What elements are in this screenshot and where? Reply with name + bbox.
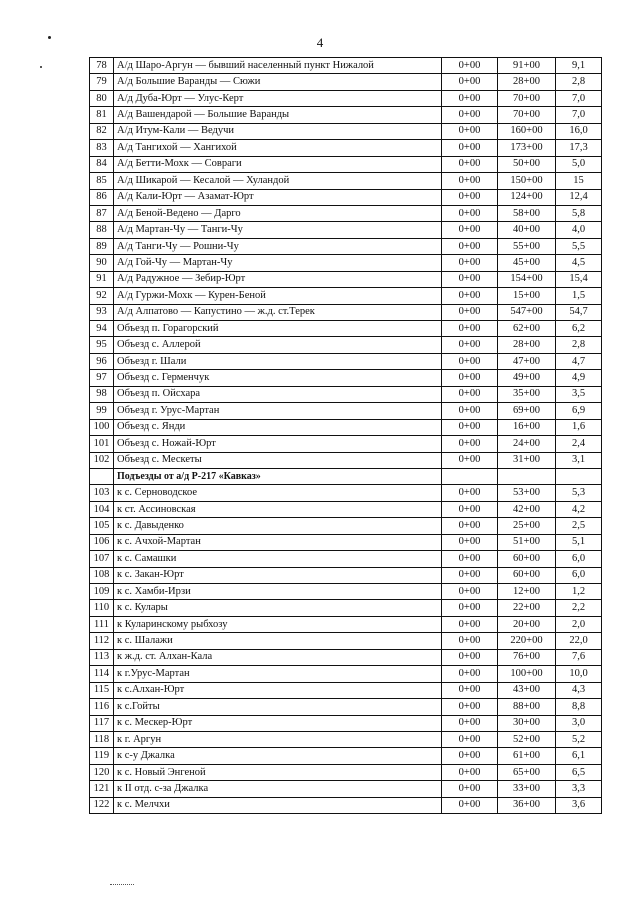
end-km: 31+00 [498,452,556,468]
roads-table-body [90,58,602,814]
table-row [90,107,602,123]
start-km: 0+00 [442,304,498,320]
start-km: 0+00 [442,436,498,452]
road-name: к ст. Ассиновская [114,501,442,517]
end-km: 28+00 [498,74,556,90]
end-km: 58+00 [498,205,556,221]
end-km: 47+00 [498,353,556,369]
road-name: Объезд с. Аллерой [114,337,442,353]
road-name: к с. Давыденко [114,518,442,534]
table-row [90,419,602,435]
table-row [90,238,602,254]
table-row [90,304,602,320]
start-km: 0+00 [442,271,498,287]
row-number: 99 [90,403,114,419]
length-km: 3,5 [556,386,602,402]
table-row [90,551,602,567]
road-name: Объезд г. Урус-Мартан [114,403,442,419]
length-km: 5,0 [556,156,602,172]
start-km: 0+00 [442,731,498,747]
row-number: 103 [90,485,114,501]
length-km: 3,1 [556,452,602,468]
scan-mark [110,884,134,886]
road-name: Объезд с. Ножай-Юрт [114,436,442,452]
row-number: 81 [90,107,114,123]
table-row [90,288,602,304]
start-km: 0+00 [442,485,498,501]
length-km: 6,1 [556,748,602,764]
table-row [90,715,602,731]
start-km: 0+00 [442,567,498,583]
length-km: 6,0 [556,551,602,567]
length-km: 5,3 [556,485,602,501]
length-km: 17,3 [556,140,602,156]
row-number: 80 [90,90,114,106]
length-km: 15 [556,173,602,189]
road-name: А/д Дуба-Юрт — Улус-Керт [114,90,442,106]
table-row [90,255,602,271]
table-row [90,271,602,287]
road-name: А/д Танги-Чу — Рошни-Чу [114,238,442,254]
end-km: 69+00 [498,403,556,419]
length-km: 4,2 [556,501,602,517]
road-name: Объезд с. Мескеты [114,452,442,468]
end-km: 76+00 [498,649,556,665]
length-km: 3,3 [556,781,602,797]
scan-speck [48,36,51,39]
road-name: к г.Урус-Мартан [114,666,442,682]
road-name: А/д Алпатово — Капустино — ж.д. ст.Терек [114,304,442,320]
row-number: 107 [90,551,114,567]
start-km: 0+00 [442,386,498,402]
start-km: 0+00 [442,452,498,468]
row-number: 108 [90,567,114,583]
road-name: А/д Итум-Кали — Ведучи [114,123,442,139]
end-km: 42+00 [498,501,556,517]
start-km: 0+00 [442,370,498,386]
start-km: 0+00 [442,156,498,172]
table-row [90,205,602,221]
end-km: 70+00 [498,107,556,123]
start-km: 0+00 [442,140,498,156]
table-row [90,452,602,468]
road-name: А/д Радужное — Зебир-Юрт [114,271,442,287]
row-number: 122 [90,797,114,813]
row-number: 95 [90,337,114,353]
row-number [90,468,114,484]
start-km: 0+00 [442,419,498,435]
end-km: 62+00 [498,321,556,337]
table-row [90,781,602,797]
road-name: А/д Кали-Юрт — Азамат-Юрт [114,189,442,205]
road-name: Объезд п. Ойсхара [114,386,442,402]
length-km: 7,0 [556,90,602,106]
road-name: к с. Кулары [114,600,442,616]
table-row [90,518,602,534]
table-row [90,567,602,583]
road-name: к с. Мескер-Юрт [114,715,442,731]
start-km: 0+00 [442,781,498,797]
roads-table [89,57,602,814]
length-km: 2,8 [556,74,602,90]
table-row [90,403,602,419]
length-km: 7,0 [556,107,602,123]
start-km: 0+00 [442,551,498,567]
end-km: 55+00 [498,238,556,254]
length-km: 2,5 [556,518,602,534]
row-number: 83 [90,140,114,156]
start-km: 0+00 [442,616,498,632]
table-row [90,58,602,74]
end-km: 51+00 [498,534,556,550]
table-row [90,173,602,189]
start-km: 0+00 [442,682,498,698]
length-km: 15,4 [556,271,602,287]
length-km: 5,8 [556,205,602,221]
start-km: 0+00 [442,518,498,534]
start-km: 0+00 [442,58,498,74]
row-number: 110 [90,600,114,616]
end-km: 91+00 [498,58,556,74]
road-name: к с. Хамби-Ирзи [114,584,442,600]
end-km: 16+00 [498,419,556,435]
table-row [90,534,602,550]
road-name: Объезд с. Герменчук [114,370,442,386]
road-name: А/д Большие Варанды — Сюжи [114,74,442,90]
row-number: 109 [90,584,114,600]
start-km: 0+00 [442,649,498,665]
start-km: 0+00 [442,797,498,813]
table-row [90,123,602,139]
end-km: 33+00 [498,781,556,797]
road-name: к г. Аргун [114,731,442,747]
end-km: 53+00 [498,485,556,501]
table-row [90,386,602,402]
start-km: 0+00 [442,403,498,419]
end-km: 28+00 [498,337,556,353]
scan-speck [40,66,42,68]
length-km: 9,1 [556,58,602,74]
length-km: 5,2 [556,731,602,747]
length-km: 3,0 [556,715,602,731]
end-km: 43+00 [498,682,556,698]
table-row [90,189,602,205]
end-km: 30+00 [498,715,556,731]
length-km: 7,6 [556,649,602,665]
length-km: 6,2 [556,321,602,337]
row-number: 98 [90,386,114,402]
table-row [90,699,602,715]
length-km: 3,6 [556,797,602,813]
end-km: 100+00 [498,666,556,682]
length-km: 22,0 [556,633,602,649]
start-km: 0+00 [442,600,498,616]
end-km: 547+00 [498,304,556,320]
end-km: 45+00 [498,255,556,271]
end-km: 220+00 [498,633,556,649]
start-km: 0+00 [442,74,498,90]
road-name: к с. Закан-Юрт [114,567,442,583]
road-name: к с. Ачхой-Мартан [114,534,442,550]
end-km: 24+00 [498,436,556,452]
road-name: А/д Шикарой — Кесалой — Хуландой [114,173,442,189]
row-number: 106 [90,534,114,550]
start-km: 0+00 [442,534,498,550]
length-km: 10,0 [556,666,602,682]
row-number: 79 [90,74,114,90]
road-name: к с. Шалажи [114,633,442,649]
table-row [90,353,602,369]
road-name: к ж.д. ст. Алхан-Кала [114,649,442,665]
road-name: А/д Гой-Чу — Мартан-Чу [114,255,442,271]
road-name: А/д Тангихой — Хангихой [114,140,442,156]
row-number: 114 [90,666,114,682]
row-number: 104 [90,501,114,517]
table-row [90,485,602,501]
end-km: 50+00 [498,156,556,172]
length-km: 4,3 [556,682,602,698]
length-km: 2,4 [556,436,602,452]
length-km: 6,5 [556,764,602,780]
road-name: к Куларинскому рыбхозу [114,616,442,632]
end-km: 88+00 [498,699,556,715]
end-km: 65+00 [498,764,556,780]
row-number: 85 [90,173,114,189]
row-number: 89 [90,238,114,254]
road-name: к с-у Джалка [114,748,442,764]
row-number: 113 [90,649,114,665]
table-row [90,222,602,238]
row-number: 78 [90,58,114,74]
start-km: 0+00 [442,238,498,254]
row-number: 118 [90,731,114,747]
table-row [90,321,602,337]
row-number: 82 [90,123,114,139]
end-km: 150+00 [498,173,556,189]
start-km: 0+00 [442,107,498,123]
start-km: 0+00 [442,173,498,189]
road-name: к с. Новый Энгеной [114,764,442,780]
length-km: 54,7 [556,304,602,320]
road-name: к с. Серноводское [114,485,442,501]
length-km: 4,9 [556,370,602,386]
road-name: Объезд п. Горагорский [114,321,442,337]
start-km: 0+00 [442,205,498,221]
length-km: 4,7 [556,353,602,369]
length-km: 2,8 [556,337,602,353]
row-number: 90 [90,255,114,271]
road-name: А/д Вашендарой — Большие Варанды [114,107,442,123]
row-number: 100 [90,419,114,435]
table-row [90,764,602,780]
end-km: 35+00 [498,386,556,402]
length-km: 6,0 [556,567,602,583]
table-row [90,682,602,698]
row-number: 102 [90,452,114,468]
end-km: 60+00 [498,551,556,567]
row-number: 111 [90,616,114,632]
start-km: 0+00 [442,764,498,780]
row-number: 105 [90,518,114,534]
end-km: 61+00 [498,748,556,764]
row-number: 86 [90,189,114,205]
table-row [90,748,602,764]
length-km: 4,5 [556,255,602,271]
table-row [90,616,602,632]
table-row [90,633,602,649]
start-km [442,468,498,484]
road-name: к с.Алхан-Юрт [114,682,442,698]
section-header-row [90,468,602,484]
table-row [90,797,602,813]
start-km: 0+00 [442,123,498,139]
row-number: 94 [90,321,114,337]
row-number: 116 [90,699,114,715]
end-km: 70+00 [498,90,556,106]
length-km: 2,0 [556,616,602,632]
road-name: А/д Бетти-Мохк — Совраги [114,156,442,172]
road-name: А/д Шаро-Аргун — бывший населенный пункт Нижалой [114,58,442,74]
length-km: 1,2 [556,584,602,600]
end-km: 12+00 [498,584,556,600]
start-km: 0+00 [442,255,498,271]
start-km: 0+00 [442,321,498,337]
table-row [90,337,602,353]
road-name: Объезд с. Янди [114,419,442,435]
length-km: 5,5 [556,238,602,254]
end-km: 60+00 [498,567,556,583]
table-row [90,156,602,172]
table-row [90,501,602,517]
row-number: 117 [90,715,114,731]
row-number: 96 [90,353,114,369]
row-number: 112 [90,633,114,649]
road-name: Объезд г. Шали [114,353,442,369]
length-km: 16,0 [556,123,602,139]
table-row [90,649,602,665]
end-km: 22+00 [498,600,556,616]
row-number: 93 [90,304,114,320]
end-km: 160+00 [498,123,556,139]
row-number: 88 [90,222,114,238]
table-row [90,436,602,452]
table-row [90,731,602,747]
end-km: 36+00 [498,797,556,813]
end-km [498,468,556,484]
page-number: 4 [316,35,324,50]
end-km: 124+00 [498,189,556,205]
row-number: 120 [90,764,114,780]
table-row [90,370,602,386]
row-number: 87 [90,205,114,221]
length-km [556,468,602,484]
row-number: 91 [90,271,114,287]
start-km: 0+00 [442,353,498,369]
row-number: 119 [90,748,114,764]
start-km: 0+00 [442,90,498,106]
start-km: 0+00 [442,699,498,715]
end-km: 52+00 [498,731,556,747]
end-km: 49+00 [498,370,556,386]
start-km: 0+00 [442,222,498,238]
start-km: 0+00 [442,748,498,764]
road-name: А/д Гуржи-Мохк — Курен-Беной [114,288,442,304]
end-km: 25+00 [498,518,556,534]
road-name: А/д Мартан-Чу — Танги-Чу [114,222,442,238]
length-km: 1,5 [556,288,602,304]
road-name: к с. Мелчхи [114,797,442,813]
start-km: 0+00 [442,288,498,304]
length-km: 4,0 [556,222,602,238]
length-km: 12,4 [556,189,602,205]
start-km: 0+00 [442,337,498,353]
start-km: 0+00 [442,584,498,600]
section-header: Подъезды от а/д Р-217 «Кавказ» [114,468,442,484]
end-km: 154+00 [498,271,556,287]
start-km: 0+00 [442,633,498,649]
row-number: 97 [90,370,114,386]
row-number: 92 [90,288,114,304]
length-km: 5,1 [556,534,602,550]
road-name: к с. Самашки [114,551,442,567]
start-km: 0+00 [442,715,498,731]
length-km: 8,8 [556,699,602,715]
table-row [90,584,602,600]
table-row [90,74,602,90]
length-km: 1,6 [556,419,602,435]
row-number: 101 [90,436,114,452]
start-km: 0+00 [442,189,498,205]
table-row [90,90,602,106]
road-name: А/д Беной-Ведено — Дарго [114,205,442,221]
table-row [90,600,602,616]
road-name: к с.Гойты [114,699,442,715]
table-row [90,666,602,682]
end-km: 40+00 [498,222,556,238]
start-km: 0+00 [442,666,498,682]
row-number: 121 [90,781,114,797]
length-km: 6,9 [556,403,602,419]
start-km: 0+00 [442,501,498,517]
end-km: 20+00 [498,616,556,632]
table-row [90,140,602,156]
length-km: 2,2 [556,600,602,616]
road-name: к II отд. с-за Джалка [114,781,442,797]
row-number: 115 [90,682,114,698]
end-km: 173+00 [498,140,556,156]
end-km: 15+00 [498,288,556,304]
row-number: 84 [90,156,114,172]
